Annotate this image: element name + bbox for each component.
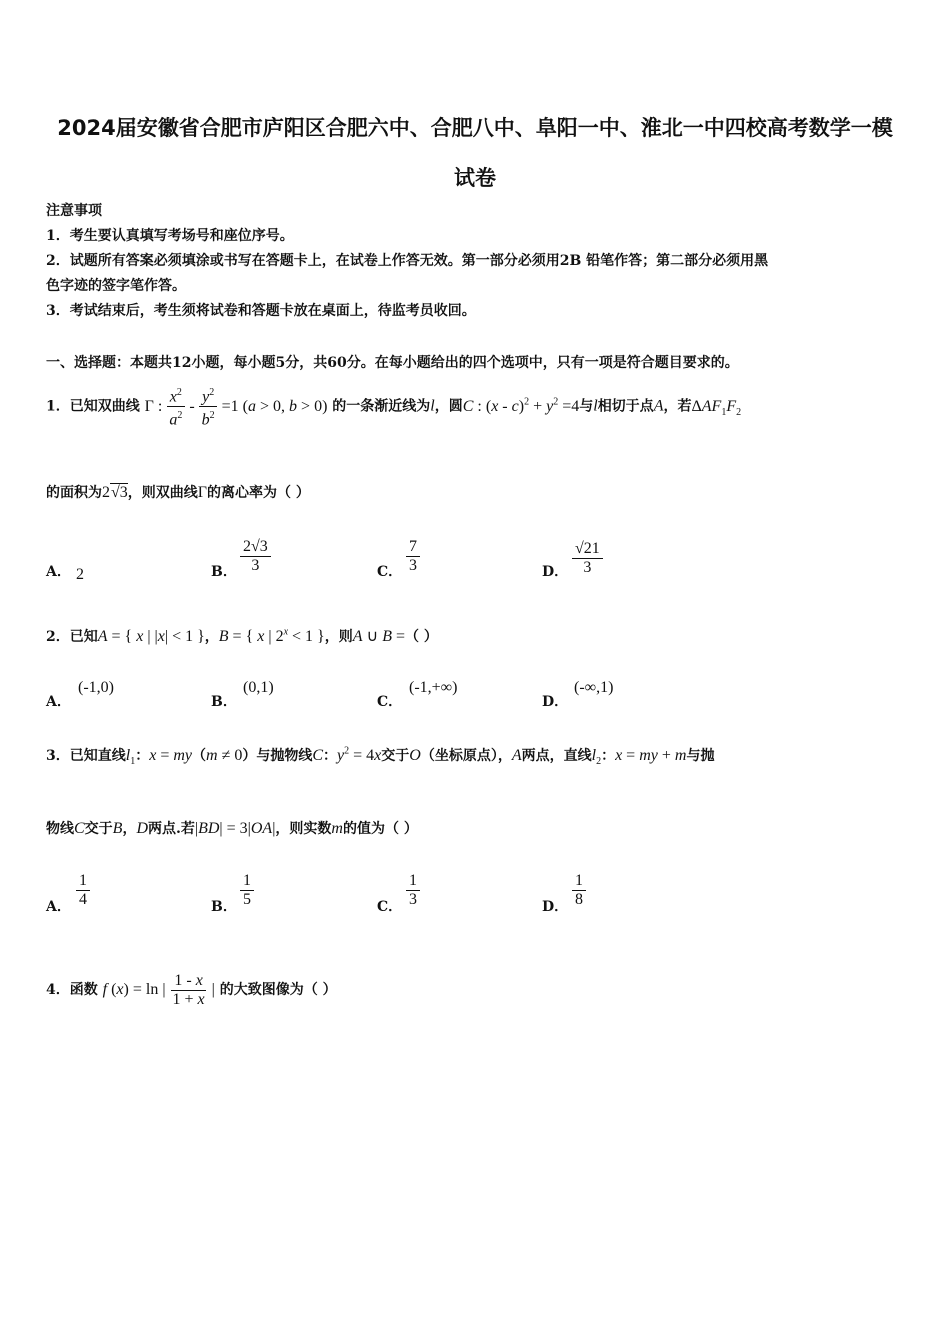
option-label: D． (542, 899, 569, 915)
formula-hyperbola: Γ : $\frac{x^2}{a^2}$ - $\frac{y^2}{b^2}$ =1 (a > 0, b > 0) (145, 398, 328, 415)
notice-item: 2．试题所有答案必须填涂或书写在答题卡上，在试卷上作答无效。第一部分必须用2B 铅笔作答；第二部分必须用黑 (46, 253, 769, 269)
formula-l: l (430, 397, 435, 415)
notice-heading: 注意事项 (46, 203, 102, 219)
option-fraction: $\frac{1}{5}$ (240, 872, 254, 909)
formula-set-b: B = { x | $2^x < 1$ } (218, 626, 325, 645)
option-fraction: $\frac{√21}{3}$ (572, 540, 603, 577)
option-label: B． (211, 564, 237, 580)
notice-block (46, 199, 906, 324)
notice-item: 3．考试结束后，考生须将试卷和答题卡放在桌面上，待监考员收回。 (46, 303, 476, 319)
option-label: C． (377, 899, 403, 915)
option-value: (-1,+∞) (409, 679, 458, 696)
section-heading: 一、选择题：本题共12小题，每小题5分，共60分。在每小题给出的四个选项中，只有一项是符合题目要求的。 (46, 355, 739, 371)
option-label: D． (542, 694, 569, 710)
option-label: B． (211, 694, 237, 710)
question-2-line: 2．已知A = { x | |x| < 1 }，B = { x | $2^x < 1$ }，则A ∪ B =（ ） (46, 626, 438, 645)
option-fraction: $\frac{1}{8}$ (572, 872, 586, 909)
notice-item: 1．考生要认真填写考场号和座位序号。 (46, 228, 294, 244)
option-label: A． (46, 564, 71, 580)
notice-item: 色字迹的签字笔作答。 (46, 278, 186, 294)
option-value: (-1,0) (78, 679, 114, 696)
option-fraction: $\frac{2√3}{3}$ (240, 538, 271, 575)
option-label: D． (542, 564, 569, 580)
option-label: A． (46, 899, 71, 915)
page-title: 2024届安徽省合肥市庐阳区合肥六中、合肥八中、阜阳一中、淮北一中四校高考数学一模 (57, 116, 893, 140)
option-fraction: $\frac{1}{4}$ (76, 872, 90, 909)
question-1-line-2: 的面积为2√3，则双曲线Γ的离心率为（ ） (46, 484, 310, 501)
option-value: (-∞,1) (574, 679, 614, 696)
option-label: C． (377, 564, 403, 580)
formula-triangle: $\Delta AF_1F_2$ (691, 397, 742, 418)
formula-circle: C : $(x - c)^2 + y^2 =4$ (462, 396, 580, 415)
page-title-continued: 试卷 (454, 166, 496, 190)
question-1-line-1: 1．已知双曲线 Γ : $\frac{x^2}{a^2}$ - $\frac{y^2}{b^2}$ =1 (a > 0, b > 0) 的一条渐近线为l，圆C : $(x - c)^2 + y^2 =4$与l相切于点A，若$\Delta AF_1F_2$ (46, 384, 906, 430)
option-fraction: $\frac{7}{3}$ (406, 538, 420, 575)
question-3-line-2: 物线C交于B，D两点.若|BD| = 3|OA|，则实数m的值为（ ） (46, 820, 418, 837)
option-value: 2 (76, 566, 84, 583)
formula-function: f (x) = ln | $\frac{1 - x}{1 + x}$ | (102, 972, 215, 1008)
option-value: (0,1) (243, 679, 274, 696)
formula-gamma: Γ (197, 484, 208, 501)
formula-l: l (593, 397, 598, 415)
formula-area: 2√3 (102, 484, 128, 501)
question-4-line: 4．函数 f (x) = ln | $\frac{1 - x}{1 + x}$ | 的大致图像为（ ） (46, 972, 337, 1008)
question-3-line-1: 3．已知直线$l_1$：x = my（m ≠ 0）与抛物线C：$y^2 = 4x$交于O（坐标原点），A两点，直线$l_2$：x = my + m与抛 (46, 745, 715, 768)
formula-union: A ∪ B = (352, 628, 406, 645)
formula-set-a: A = { x | |x| < 1 } (97, 628, 205, 645)
option-label: A． (46, 694, 71, 710)
formula-point-a: A (653, 397, 664, 415)
option-label: C． (377, 694, 403, 710)
option-fraction: $\frac{1}{3}$ (406, 872, 420, 909)
option-label: B． (211, 899, 237, 915)
